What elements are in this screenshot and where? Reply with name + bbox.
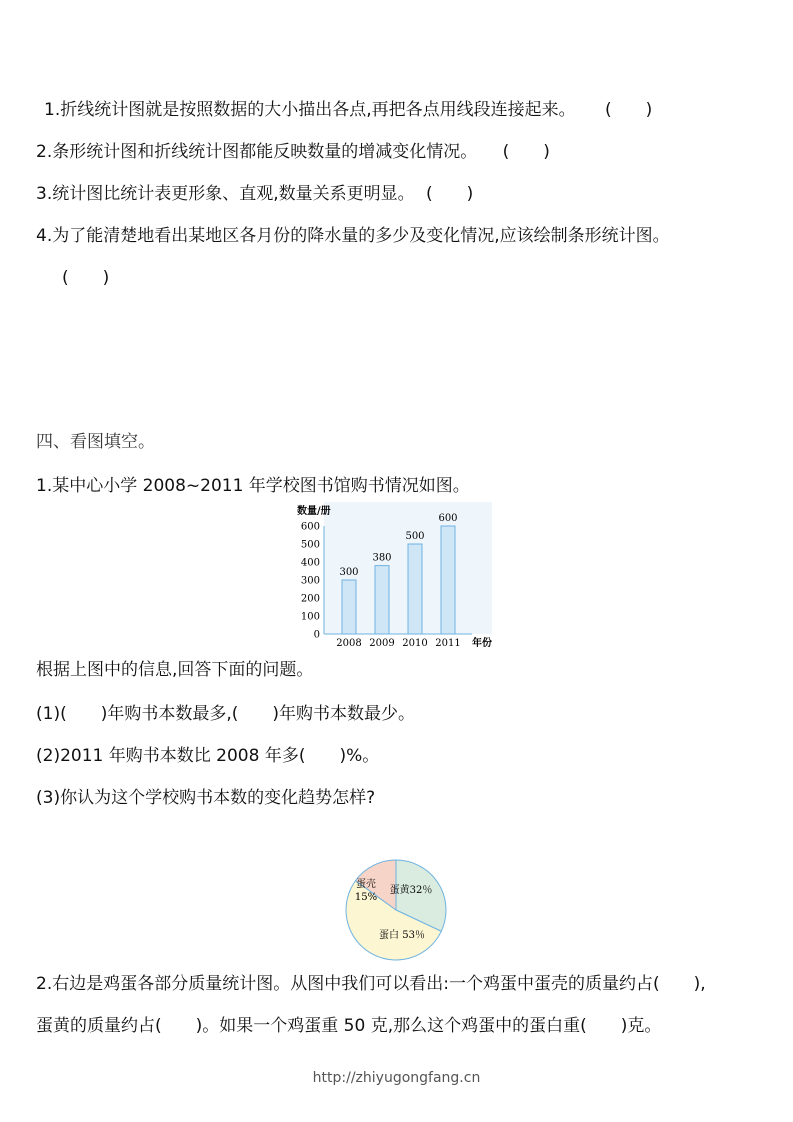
x-axis-label: 年份 (472, 638, 492, 649)
footer-url[interactable]: http://zhiyugongfang.cn (312, 1070, 481, 1086)
x-tick-label: 2008 (336, 638, 362, 649)
bar-2010 (408, 544, 422, 634)
y-tick-label: 0 (313, 629, 320, 641)
pie-label-shell-name: 蛋壳 (356, 879, 376, 890)
y-tick-label: 100 (300, 611, 320, 623)
x-tick-label: 2011 (435, 638, 461, 649)
tf-answer-blank-4[interactable]: ( ) (62, 268, 110, 288)
x-tick-label: 2010 (402, 638, 428, 649)
tf-question-4-text: 4.为了能清楚地看出某地区各月份的降水量的多少及变化情况,应该绘制条形统计图。 (36, 226, 670, 246)
bar-value-label: 380 (372, 552, 392, 564)
tf-answer-blank-3[interactable]: ( ) (426, 184, 474, 204)
problem-1-question-1: (1)( )年购书本数最多,( )年购书本数最少。 (36, 704, 416, 724)
bar-2009 (375, 566, 389, 634)
tf-answer-blank-2[interactable]: ( ) (502, 142, 550, 162)
bar-2008 (342, 580, 356, 634)
y-tick-label: 600 (300, 521, 320, 533)
y-tick-label: 500 (300, 539, 320, 551)
bar-value-label: 300 (339, 567, 359, 578)
tf-question-4 (36, 224, 670, 248)
tf-question-3 (36, 182, 473, 206)
tf-question-1 (44, 98, 652, 122)
x-tick-label: 2009 (369, 638, 395, 649)
problem-1-prompt: 根据上图中的信息,回答下面的问题。 (36, 660, 314, 680)
problem-1-question-3: (3)你认为这个学校购书本数的变化趋势怎样? (36, 788, 376, 808)
section-heading: 四、看图填空。 (36, 432, 155, 452)
tf-question-3-text: 3.统计图比统计表更形象、直观,数量关系更明显。 (36, 184, 415, 204)
problem-2-line-1: 2.右边是鸡蛋各部分质量统计图。从图中我们可以看出:一个鸡蛋中蛋壳的质量约占( ), (36, 974, 706, 994)
tf-question-2 (36, 140, 550, 164)
problem-2-line-2: 蛋黄的质量约占( )。如果一个鸡蛋重 50 克,那么这个鸡蛋中的蛋白重( )克。 (36, 1016, 662, 1036)
pie-label-yolk: 蛋黄32％ (389, 885, 433, 896)
problem-1-intro: 1.某中心小学 2008~2011 年学校图书馆购书情况如图。 (36, 476, 470, 496)
y-tick-label: 200 (300, 593, 320, 605)
pie-chart (340, 854, 452, 966)
tf-answer-blank-1[interactable]: ( ) (605, 100, 653, 120)
y-axis-label: 数量/册 (297, 506, 331, 517)
tf-question-1-text: 1.折线统计图就是按照数据的大小描出各点,再把各点用线段连接起来。 (44, 100, 576, 120)
bar-value-label: 500 (405, 531, 425, 542)
pie-label-white: 蛋白 53％ (379, 930, 425, 941)
bar-value-label: 600 (438, 513, 458, 524)
tf-question-2-text: 2.条形统计图和折线统计图都能反映数量的增减变化情况。 (36, 142, 478, 162)
bar-2011 (441, 526, 455, 634)
y-tick-label: 400 (300, 557, 320, 569)
y-tick-label: 300 (300, 575, 320, 587)
problem-1-question-2: (2)2011 年购书本数比 2008 年多( )%。 (36, 746, 380, 766)
pie-label-shell-percent: 15% (354, 892, 378, 903)
bar-chart (292, 500, 502, 652)
